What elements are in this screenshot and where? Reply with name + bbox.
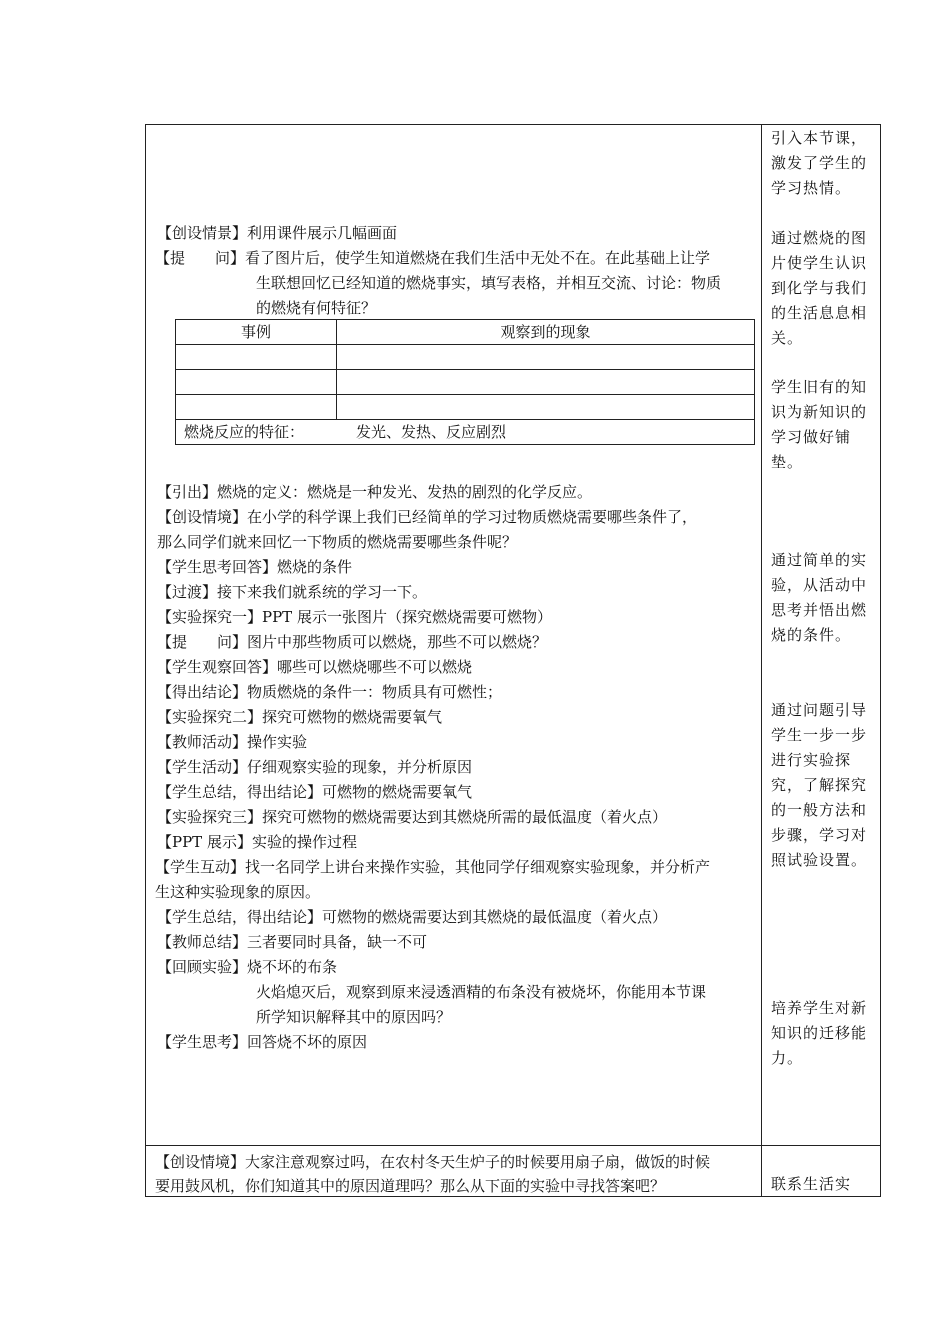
side-note-5: 通过问题引导学生一步一步进行实验探究，了解探究的一般方法和步骤，学习对照试验设置。 xyxy=(771,701,868,869)
intro-line-3: 生联想回忆已经知道的燃烧事实，填写表格，并相互交流、讨论：物质 xyxy=(256,274,722,292)
section2-side-note: 联系生活实 xyxy=(771,1175,852,1193)
body-line-17: 生这种实验现象的原因。 xyxy=(155,883,321,901)
body-line-7: 【提 问】图片中那些物质可以燃烧，那些不可以燃烧？ xyxy=(157,633,548,651)
table-cell[interactable] xyxy=(176,395,337,420)
side-note-1: 引入本节课，激发了学生的学习热情。 xyxy=(771,129,868,197)
intro-line-2: 【提 问】看了图片后，使学生知道燃烧在我们生活中无处不在。在此基础上让学 xyxy=(155,249,711,267)
body-line-10: 【实验探究二】探究可燃物的燃烧需要氧气 xyxy=(157,708,443,726)
header-example: 事例 xyxy=(176,320,337,345)
side-note-2: 通过燃烧的图片使学生认识到化学与我们的生活息息相关。 xyxy=(771,229,868,347)
body-line-20: 【回顾实验】烧不坏的布条 xyxy=(157,958,338,976)
body-line-21: 火焰熄灭后，观察到原来浸透酒精的布条没有被烧坏，你能用本节课 xyxy=(256,983,707,1001)
body-line-11: 【教师活动】操作实验 xyxy=(157,733,308,751)
table-cell[interactable] xyxy=(337,345,755,370)
body-line-22: 所学知识解释其中的原因吗？ xyxy=(256,1008,452,1026)
body-line-8: 【学生观察回答】哪些可以燃烧哪些不可以燃烧 xyxy=(157,658,473,676)
body-line-1: 【引出】燃烧的定义：燃烧是一种发光、发热的剧烈的化学反应。 xyxy=(157,483,593,501)
body-line-13: 【学生总结，得出结论】可燃物的燃烧需要氧气 xyxy=(157,783,473,801)
feature-row xyxy=(176,420,755,445)
body-line-5: 【过渡】接下来我们就系统的学习一下。 xyxy=(157,583,428,601)
row-divider xyxy=(145,1145,881,1146)
table-row xyxy=(176,345,755,370)
feature-cell xyxy=(176,420,755,445)
body-line-3: 那么同学们就来回忆一下物质的燃烧需要哪些条件呢？ xyxy=(157,533,518,551)
body-line-14: 【实验探究三】探究可燃物的燃烧需要达到其燃烧所需的最低温度（着火点） xyxy=(157,808,668,826)
feature-label: 燃烧反应的特征： xyxy=(184,423,305,441)
feature-value: 发光、发热、反应剧烈 xyxy=(356,423,507,441)
side-note-3: 学生旧有的知识为新知识的学习做好铺垫。 xyxy=(771,378,868,471)
body-line-19: 【教师总结】三者要同时具备，缺一不可 xyxy=(157,933,428,951)
body-line-9: 【得出结论】物质燃烧的条件一：物质具有可燃性； xyxy=(157,683,503,701)
table-cell[interactable] xyxy=(176,370,337,395)
table-cell[interactable] xyxy=(337,370,755,395)
section2-line-1: 【创设情境】大家注意观察过吗，在农村冬天生炉子的时候要用扇子扇，做饭的时候 xyxy=(155,1153,711,1171)
intro-line-4: 的燃烧有何特征？ xyxy=(256,299,377,317)
observation-table-header xyxy=(176,320,755,345)
table-cell[interactable] xyxy=(337,395,755,420)
body-line-12: 【学生活动】仔细观察实验的现象，并分析原因 xyxy=(157,758,473,776)
intro-line-1: 【创设情景】利用课件展示几幅画面 xyxy=(157,224,398,242)
table-row xyxy=(176,395,755,420)
body-line-16: 【学生互动】找一名同学上讲台来操作实验，其他同学仔细观察实验现象，并分析产 xyxy=(155,858,711,876)
side-note-6: 培养学生对新知识的迁移能力。 xyxy=(771,999,868,1067)
observation-table xyxy=(175,319,755,445)
body-line-15: 【PPT 展示】实验的操作过程 xyxy=(157,833,357,851)
body-line-2: 【创设情境】在小学的科学课上我们已经简单的学习过物质燃烧需要哪些条件了， xyxy=(157,508,698,526)
body-line-6: 【实验探究一】PPT 展示一张图片（探究燃烧需要可燃物） xyxy=(157,608,552,626)
body-line-18: 【学生总结，得出结论】可燃物的燃烧需要达到其燃烧的最低温度（着火点） xyxy=(157,908,668,926)
body-line-4: 【学生思考回答】燃烧的条件 xyxy=(157,558,353,576)
column-divider xyxy=(761,124,762,1197)
section2-line-2: 要用鼓风机，你们知道其中的原因道理吗？那么从下面的实验中寻找答案吧？ xyxy=(155,1177,666,1195)
side-note-4: 通过简单的实验，从活动中思考并悟出燃烧的条件。 xyxy=(771,551,868,644)
table-row xyxy=(176,370,755,395)
body-line-23: 【学生思考】回答烧不坏的原因 xyxy=(157,1033,368,1051)
header-phenomenon: 观察到的现象 xyxy=(337,320,755,345)
table-cell[interactable] xyxy=(176,345,337,370)
